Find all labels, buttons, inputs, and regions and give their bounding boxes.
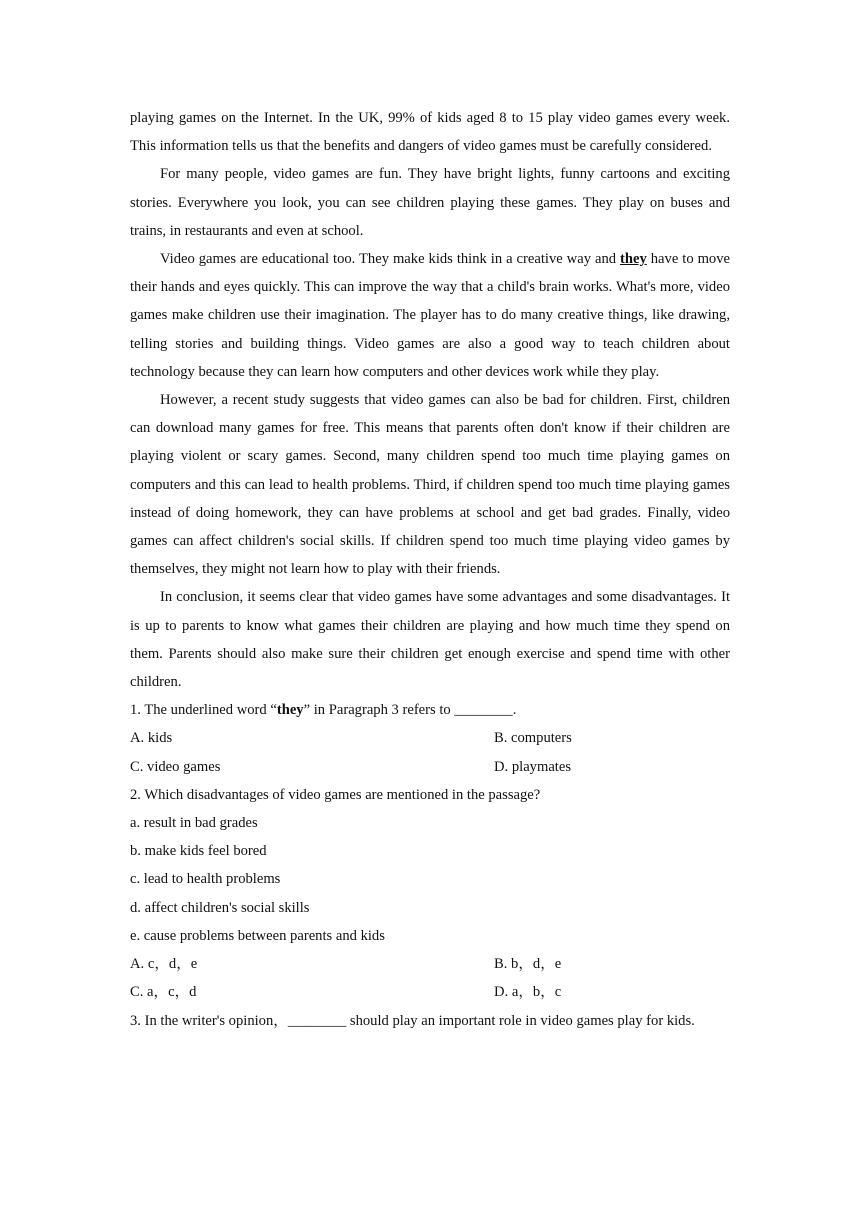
question-2-item-d: d. affect children's social skills (130, 899, 310, 916)
paragraph-1: For many people, video games are fun. They have bright lights, funny cartoons and exciting stories. Everywhere you look, you can see children playing these games. They play on buses and trains, in restaurants and even at school. (130, 166, 730, 239)
question-1-options-row-2 (130, 753, 730, 781)
paragraph-4: In conclusion, it seems clear that video games have some advantages and some disadvantages. It is up to parents to know what games their children are playing and how much time they spend on them. Parents should also make sure their children get enough exercise and spend time with other children. (130, 589, 730, 691)
question-1-option-a[interactable]: A. kids (130, 730, 173, 747)
question-1-text-start: 1. The underlined word “ (130, 702, 277, 719)
question-2-item-c: c. lead to health problems (130, 871, 281, 888)
question-2-option-c[interactable]: C. a，c，d (130, 984, 197, 1001)
question-2-options-row-1 (130, 950, 730, 978)
question-2-item-e: e. cause problems between parents and kids (130, 927, 385, 944)
question-1-option-c[interactable]: C. video games (130, 758, 221, 775)
underlined-word: they (620, 251, 647, 268)
paragraph-2 (130, 245, 730, 386)
question-2-option-d[interactable]: D. a，b，c (494, 984, 562, 1001)
question-1-options-row-1 (130, 724, 730, 752)
paragraph-3: However, a recent study suggests that video games can also be bad for children. First, children can download many games for free. This means that parents often don't know if their children are playing violent or scary games. Second, many children spend too much time playing games on computers and this can lead to health problems. Third, if children spend too much time playing games instead of doing homework, they can have problems at school and get bad grades. Finally, video games can affect children's social skills. If children spend too much time playing video games by themselves, they might not learn how to play with their friends. (130, 392, 730, 578)
paragraph-2-rest: have to move their hands and eyes quickly. This can improve the way that a child's brain works. What's more, video games make children use their imagination. The player has to do many creative things, like drawing, telling stories and building things. Video games are also a good way to teach children about technology because they can learn how computers and other devices work while they play. (130, 251, 731, 380)
question-2: 2. Which disadvantages of video games are mentioned in the passage? (130, 786, 541, 803)
question-2-option-a[interactable]: A. c，d，e (130, 956, 198, 973)
question-1 (130, 696, 730, 724)
question-1-bold-word: they (276, 702, 304, 719)
question-1-option-d[interactable]: D. playmates (494, 758, 572, 775)
question-2-options-row-2 (130, 978, 730, 1006)
paragraph-2-start: Video games are educational too. They make kids think in a creative way and (160, 251, 621, 268)
paragraph-0: playing games on the Internet. In the UK, 99% of kids aged 8 to 15 play video games every week. This information tells us that the benefits and dangers of video games must be carefully considered. (130, 110, 730, 155)
question-2-item-b: b. make kids feel bored (130, 843, 267, 860)
question-1-text-end: ” in Paragraph 3 refers to ________. (303, 702, 517, 719)
document-content (130, 104, 730, 1035)
question-3: 3. In the writer's opinion，________ should play an important role in video games play for kids. (130, 1012, 695, 1029)
question-1-option-b[interactable]: B. computers (494, 730, 572, 747)
question-2-item-a: a. result in bad grades (130, 815, 258, 832)
question-2-option-b[interactable]: B. b，d，e (494, 956, 562, 973)
